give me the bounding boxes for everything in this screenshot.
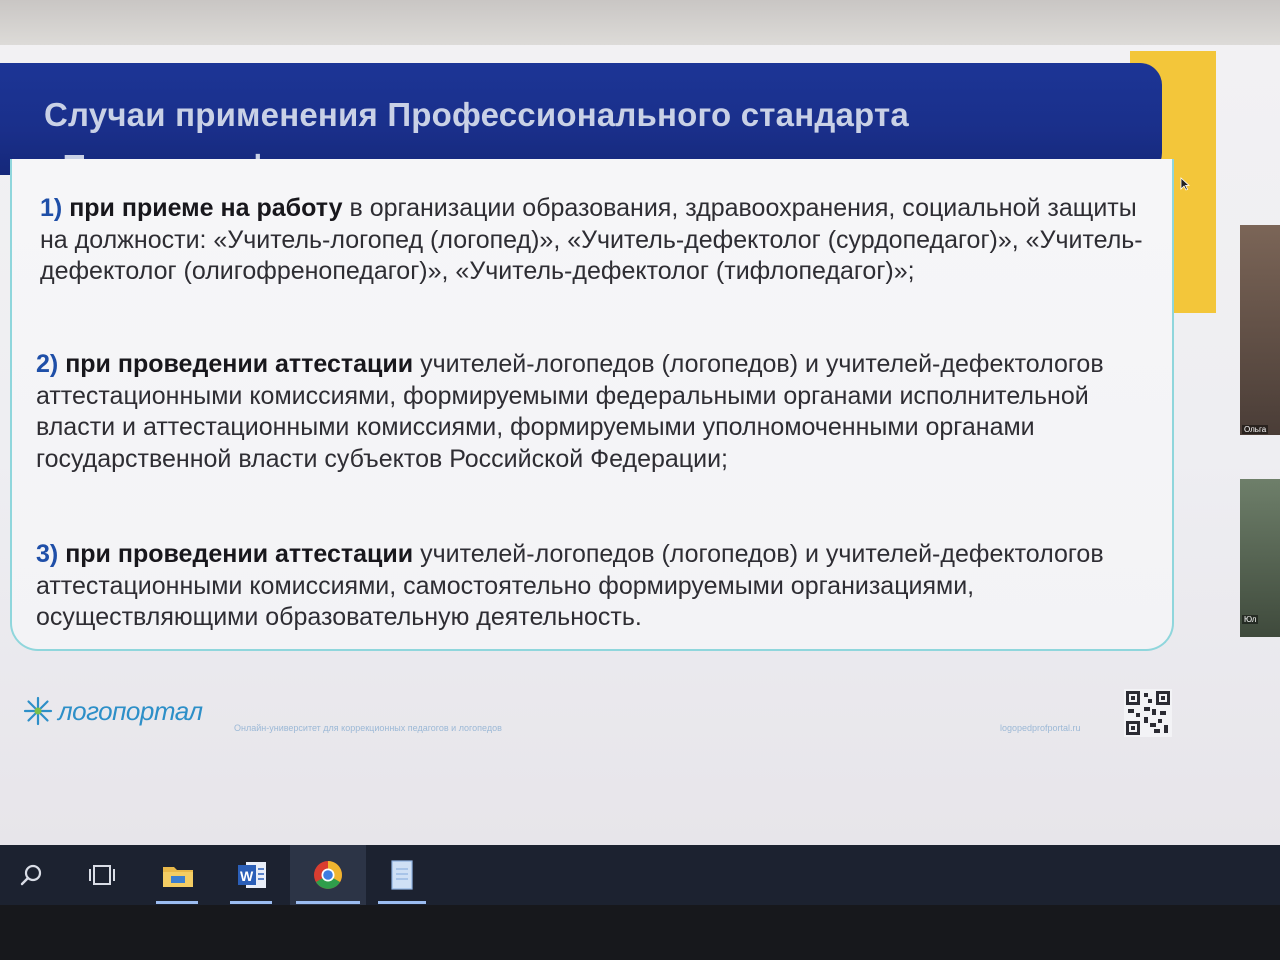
participant-name: Юл xyxy=(1244,615,1257,624)
list-item xyxy=(36,349,1156,475)
participant-video[interactable] xyxy=(1240,225,1280,435)
participant-name: Ольга xyxy=(1244,425,1267,434)
item-bold-text: при проведении аттестации xyxy=(65,350,414,378)
notepad-icon[interactable] xyxy=(382,857,422,893)
footer-url: logopedprofportal.ru xyxy=(1000,723,1081,733)
logo-text: логопортал xyxy=(58,695,203,726)
footer-tagline: Онлайн-университет для коррекционных педагогов и логопедов xyxy=(234,723,502,733)
qr-code-icon xyxy=(1124,689,1172,737)
chrome-icon[interactable] xyxy=(308,857,348,893)
screen xyxy=(0,45,1280,845)
presentation-slide xyxy=(0,45,1220,825)
logo-star-icon xyxy=(22,695,54,727)
slide-title-line-1: Случаи применения Профессионального стандарта xyxy=(44,96,909,133)
taskbar-running-indicator xyxy=(378,901,426,904)
participant-video[interactable] xyxy=(1240,479,1280,637)
monitor-bezel-bottom xyxy=(0,905,1280,960)
list-item xyxy=(40,193,1160,288)
list-item xyxy=(36,539,1156,634)
word-icon[interactable] xyxy=(232,857,272,893)
slide-content-box xyxy=(10,159,1174,651)
taskbar-running-indicator xyxy=(296,901,360,904)
svg-text:W: W xyxy=(240,868,254,884)
video-participants-panel xyxy=(1240,225,1280,645)
taskbar-running-indicator xyxy=(156,901,198,904)
item-number: 2) xyxy=(36,350,59,378)
item-text: в организации образования, здравоохранения, социальной защиты на должности: «Учитель-логопед (логопед)», «Учитель-дефектолог (сурдопедагог)», «Учитель-дефектолог (олигофренопедагог)», «Учитель-дефектолог (тифлопедагог)»; xyxy=(40,194,1143,285)
item-number: 3) xyxy=(36,540,59,568)
slide-footer xyxy=(0,685,1220,745)
item-bold-text: при проведении аттестации xyxy=(65,540,414,568)
item-text: учителей-логопедов (логопедов) и учителей-дефектологов аттестационными комиссиями, самостоятельно формируемыми организациями, осуществляющими образовательную деятельность. xyxy=(36,540,1104,631)
task-view-icon[interactable] xyxy=(82,857,122,893)
item-bold-text: при приеме на работу xyxy=(69,194,343,222)
search-icon[interactable] xyxy=(12,857,52,893)
taskbar-running-indicator xyxy=(230,901,272,904)
windows-taskbar xyxy=(0,845,1280,905)
file-explorer-icon[interactable] xyxy=(158,857,198,893)
mouse-cursor-icon xyxy=(1180,177,1190,191)
item-number: 1) xyxy=(40,194,63,222)
logoportal-logo xyxy=(22,695,203,727)
item-text: учителей-логопедов (логопедов) и учителей-дефектологов аттестационными комиссиями, формируемыми федеральными органами исполнительной власти и аттестационными комиссиями, формируемыми уполномоченными органами государственной власти субъектов Российской Федерации; xyxy=(36,350,1104,473)
